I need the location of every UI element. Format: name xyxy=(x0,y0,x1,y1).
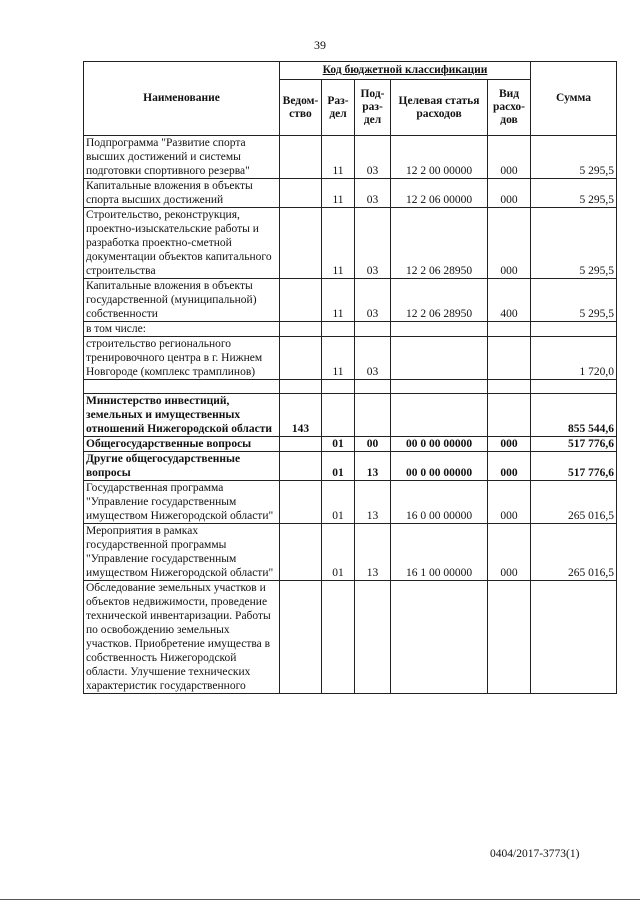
row-target: 12 2 06 28950 xyxy=(391,208,488,279)
row-name: Подпрограмма "Развитие спорта высших достижений и системы подготовки спортивного резерва" xyxy=(84,136,280,179)
header-expense-type: Вид расхо-дов xyxy=(488,80,531,136)
table-row xyxy=(84,452,617,481)
table-row xyxy=(84,394,617,437)
row-subsection: 03 xyxy=(355,136,391,179)
budget-table xyxy=(83,61,617,694)
row-subsection: 03 xyxy=(355,208,391,279)
row-subsection: 13 xyxy=(355,481,391,524)
header-amount: Сумма xyxy=(531,62,617,136)
row-section xyxy=(322,322,355,337)
table-row xyxy=(84,437,617,452)
row-subsection: 00 xyxy=(355,437,391,452)
row-name: Министерство инвестиций, земельных и имущественных отношений Нижегородской области xyxy=(84,394,280,437)
row-target xyxy=(391,380,488,394)
row-target: 12 2 06 00000 xyxy=(391,179,488,208)
row-section: 01 xyxy=(322,452,355,481)
row-subsection xyxy=(355,581,391,694)
row-name: Государственная программа "Управление государственным имуществом Нижегородской области" xyxy=(84,481,280,524)
row-type: 000 xyxy=(488,481,531,524)
row-amount: 855 544,6 xyxy=(531,394,617,437)
row-subsection xyxy=(355,394,391,437)
table-row xyxy=(84,322,617,337)
row-amount xyxy=(531,581,617,694)
row-target xyxy=(391,581,488,694)
row-name: Другие общегосударственные вопросы xyxy=(84,452,280,481)
row-type xyxy=(488,380,531,394)
row-target: 16 1 00 00000 xyxy=(391,524,488,581)
row-amount: 517 776,6 xyxy=(531,437,617,452)
row-amount: 1 720,0 xyxy=(531,337,617,380)
header-department: Ведом-ство xyxy=(280,80,322,136)
row-name: Капитальные вложения в объекты спорта высших достижений xyxy=(84,179,280,208)
row-amount: 517 776,6 xyxy=(531,452,617,481)
row-section: 11 xyxy=(322,337,355,380)
row-name: строительство регионального тренировочного центра в г. Нижнем Новгороде (комплекс трамплинов) xyxy=(84,337,280,380)
row-dept xyxy=(280,437,322,452)
row-subsection xyxy=(355,322,391,337)
header-name: Наименование xyxy=(84,62,280,136)
header-code-group: Код бюджетной классификации xyxy=(280,62,531,80)
row-type: 000 xyxy=(488,452,531,481)
row-amount: 265 016,5 xyxy=(531,524,617,581)
table-row xyxy=(84,208,617,279)
row-amount: 5 295,5 xyxy=(531,179,617,208)
row-name: Строительство, реконструкция, проектно-изыскательские работы и разработка проектно-сметной документации объектов капитального строительства xyxy=(84,208,280,279)
row-type: 000 xyxy=(488,179,531,208)
row-name: Мероприятия в рамках государственной программы "Управление государственным имуществом Нижегородской области" xyxy=(84,524,280,581)
row-section: 11 xyxy=(322,208,355,279)
row-amount: 5 295,5 xyxy=(531,136,617,179)
row-subsection: 13 xyxy=(355,452,391,481)
table-row xyxy=(84,337,617,380)
page-number: 39 xyxy=(314,38,326,52)
row-section xyxy=(322,380,355,394)
row-name: в том числе: xyxy=(84,322,280,337)
table-row xyxy=(84,481,617,524)
row-name xyxy=(84,380,280,394)
row-amount: 5 295,5 xyxy=(531,208,617,279)
table-row xyxy=(84,581,617,694)
row-section: 01 xyxy=(322,437,355,452)
row-subsection: 03 xyxy=(355,179,391,208)
row-target: 16 0 00 00000 xyxy=(391,481,488,524)
row-type: 000 xyxy=(488,208,531,279)
row-dept xyxy=(280,581,322,694)
row-dept xyxy=(280,337,322,380)
row-name: Обследование земельных участков и объектов недвижимости, проведение технической инвентаризации. Работы по освобождению земельных участков. Приобретение имущества в собственность Нижегородской области. Улучшение технических характеристик государственного xyxy=(84,581,280,694)
row-target: 00 0 00 00000 xyxy=(391,437,488,452)
row-dept xyxy=(280,208,322,279)
row-type xyxy=(488,337,531,380)
row-type xyxy=(488,394,531,437)
row-section: 01 xyxy=(322,524,355,581)
row-target: 00 0 00 00000 xyxy=(391,452,488,481)
row-target xyxy=(391,337,488,380)
row-type: 000 xyxy=(488,437,531,452)
row-type: 000 xyxy=(488,136,531,179)
document-code: 0404/2017-3773(1) xyxy=(490,848,580,860)
header-section: Раз-дел xyxy=(322,80,355,136)
table-row xyxy=(84,380,617,394)
row-section: 01 xyxy=(322,481,355,524)
row-subsection: 03 xyxy=(355,337,391,380)
row-type: 400 xyxy=(488,279,531,322)
header-subsection: Под-раз-дел xyxy=(355,80,391,136)
row-section xyxy=(322,394,355,437)
header-target-item: Целевая статья расходов xyxy=(391,80,488,136)
row-target xyxy=(391,322,488,337)
row-dept xyxy=(280,524,322,581)
row-amount: 265 016,5 xyxy=(531,481,617,524)
scan-edge-line xyxy=(0,899,640,900)
row-target xyxy=(391,394,488,437)
row-name: Капитальные вложения в объекты государственной (муниципальной) собственности xyxy=(84,279,280,322)
row-target: 12 2 06 28950 xyxy=(391,279,488,322)
table-row xyxy=(84,524,617,581)
row-subsection: 13 xyxy=(355,524,391,581)
row-type: 000 xyxy=(488,524,531,581)
row-amount xyxy=(531,380,617,394)
row-section: 11 xyxy=(322,136,355,179)
row-subsection xyxy=(355,380,391,394)
row-section: 11 xyxy=(322,279,355,322)
row-dept xyxy=(280,481,322,524)
row-name: Общегосударственные вопросы xyxy=(84,437,280,452)
row-target: 12 2 00 00000 xyxy=(391,136,488,179)
row-dept xyxy=(280,322,322,337)
table-row xyxy=(84,179,617,208)
row-dept xyxy=(280,380,322,394)
row-dept xyxy=(280,179,322,208)
row-amount xyxy=(531,322,617,337)
table-row xyxy=(84,279,617,322)
row-type xyxy=(488,581,531,694)
row-dept: 143 xyxy=(280,394,322,437)
row-section xyxy=(322,581,355,694)
table-row xyxy=(84,136,617,179)
row-dept xyxy=(280,279,322,322)
row-type xyxy=(488,322,531,337)
row-dept xyxy=(280,136,322,179)
row-subsection: 03 xyxy=(355,279,391,322)
row-dept xyxy=(280,452,322,481)
row-amount: 5 295,5 xyxy=(531,279,617,322)
row-section: 11 xyxy=(322,179,355,208)
